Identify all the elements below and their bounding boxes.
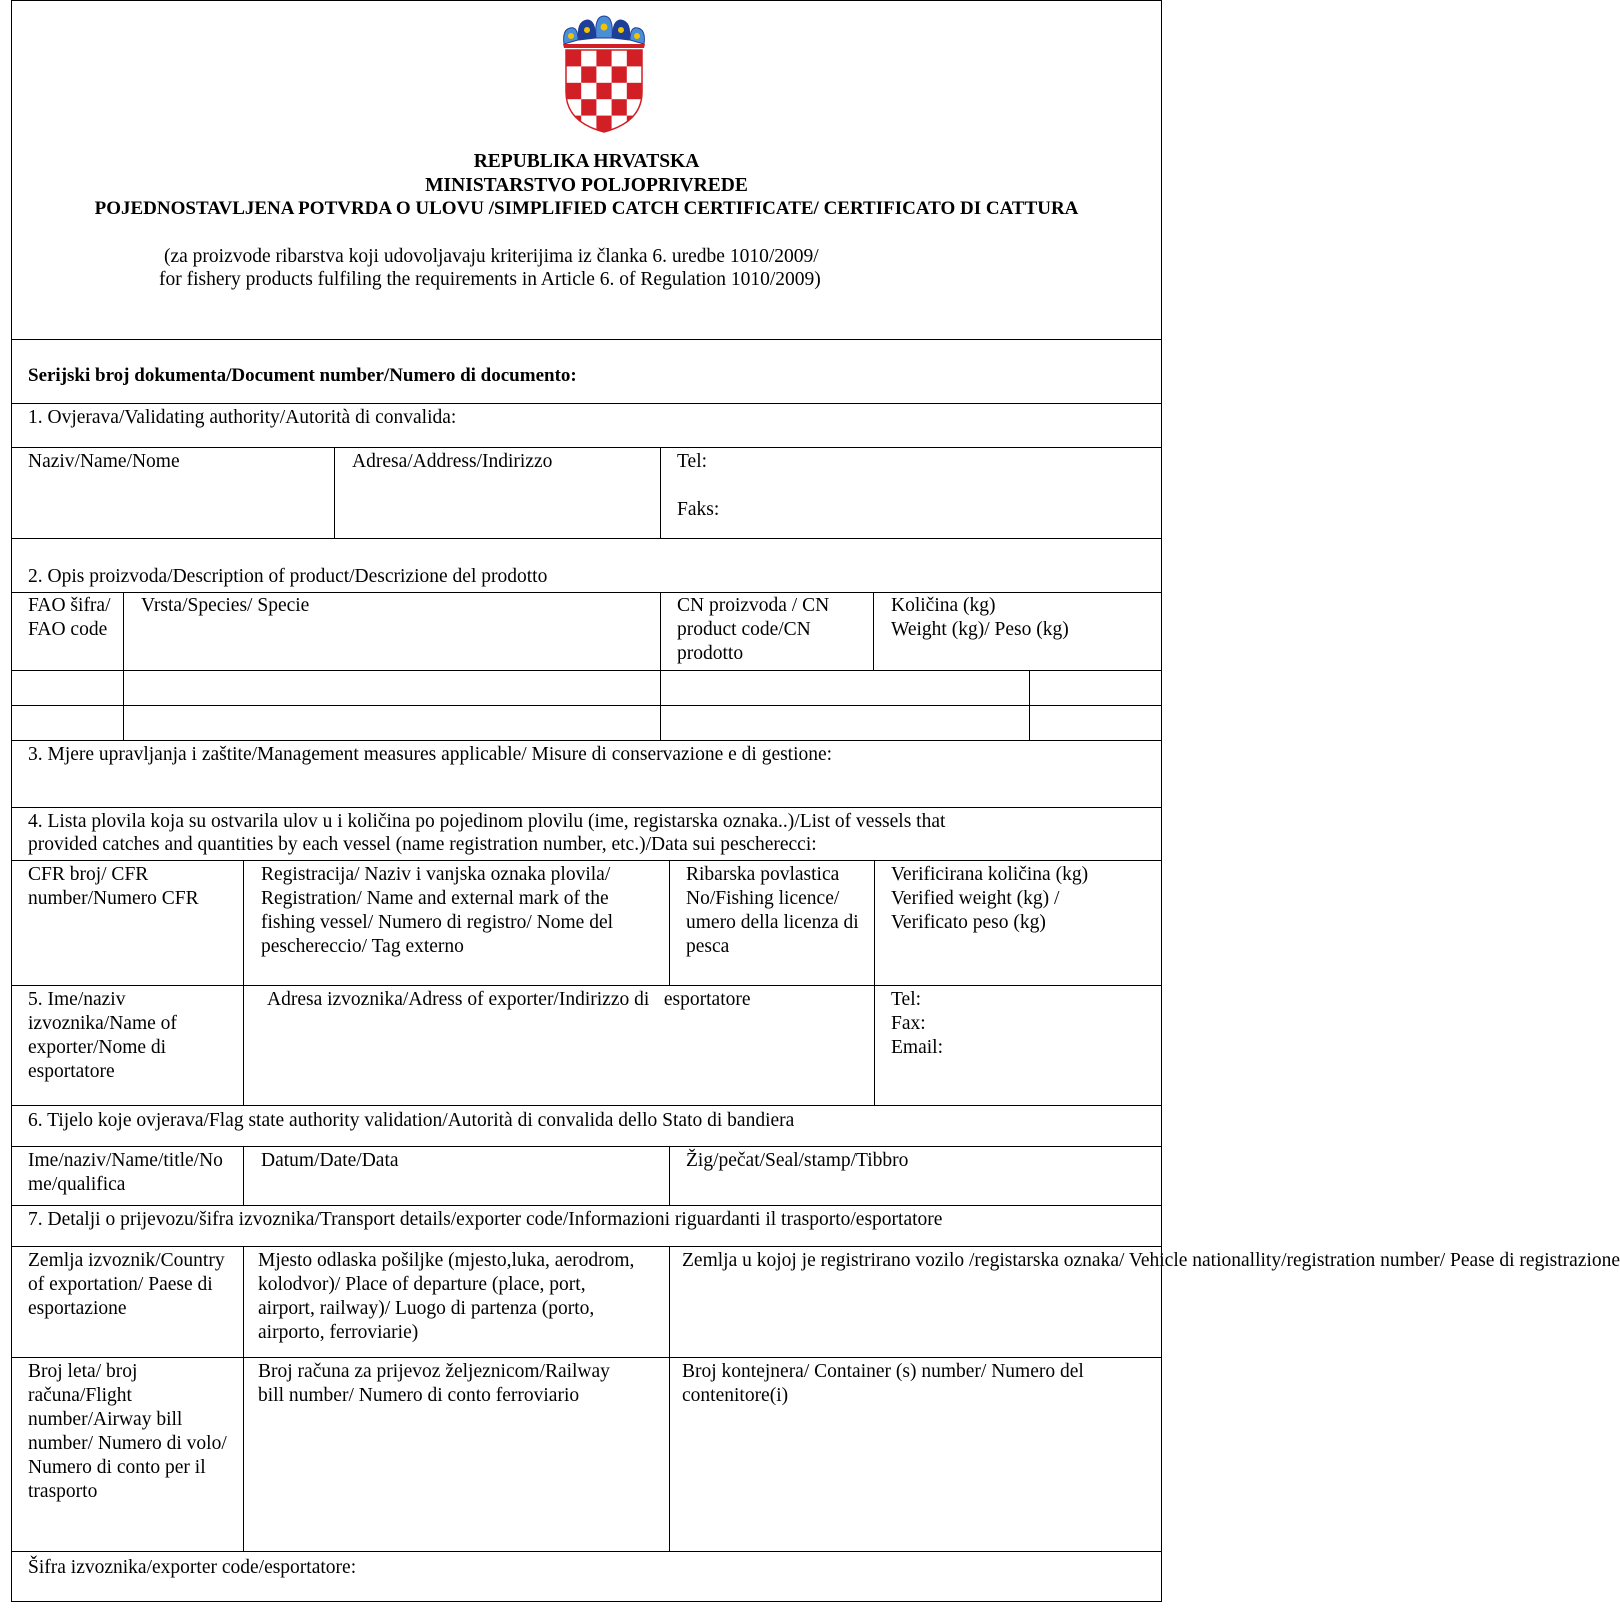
- ministry-title: MINISTARSTVO POLJOPRIVREDE: [425, 175, 748, 196]
- exporter-code-field[interactable]: Šifra izvoznika/exporter code/esportatore:: [28, 1557, 357, 1578]
- validating-name-field[interactable]: Naziv/Name/Nome: [28, 451, 180, 472]
- country-title: REPUBLIKA HRVATSKA: [473, 151, 700, 172]
- validating-fax-field[interactable]: Faks:: [677, 499, 720, 520]
- product-row-1[interactable]: [12, 672, 1160, 704]
- section3-heading: 3. Mjere upravljanja i zaštite/Management measures applicable/ Misure di conservazione e di gestione:: [28, 744, 833, 765]
- management-measures-field[interactable]: [12, 768, 1160, 806]
- validating-address-field[interactable]: Adresa/Address/Indirizzo: [352, 451, 553, 472]
- fao-code-header: FAO šifra/ FAO code: [28, 595, 111, 640]
- exporter-address-field[interactable]: Adresa izvoznika/Adress of exporter/Indirizzo di esportatore: [267, 989, 751, 1010]
- section2-heading: 2. Opis proizvoda/Description of product/Descrizione del prodotto: [28, 566, 548, 587]
- section6-heading: 6. Tijelo koje ovjerava/Flag state authority validation/Autorità di convalida dello Stato di bandiera: [28, 1110, 795, 1131]
- vessel-registration-header: Registracija/ Naziv i vanjska oznaka plovila/ Registration/ Name and external mark of the fishing vessel/ Numero di registro/ Nome del peschereccio/ Tag externo: [261, 864, 614, 957]
- country-of-exportation-field[interactable]: Zemlja izvoznik/Country of exportation/ Paese di esportazione: [28, 1250, 225, 1319]
- vehicle-registration-field[interactable]: Zemlja u kojoj je registrirano vozilo /registarska oznaka/ Vehicle nationallity/registration number/ Pease di registrazione: [682, 1250, 1620, 1271]
- exporter-name-field[interactable]: 5. Ime/naziv izvoznika/Name of exporter/Nome di esportatore: [28, 989, 177, 1082]
- section4-heading-line2: provided catches and quantities by each vessel (name registration number, etc.)/Data sui pescherecci:: [28, 834, 817, 855]
- cfr-number-header: CFR broj/ CFR number/Numero CFR: [28, 864, 199, 909]
- product-row-2[interactable]: [12, 707, 1160, 739]
- authority-stamp-field[interactable]: Žig/pečat/Seal/stamp/Tibbro: [686, 1150, 909, 1171]
- fishing-licence-header: Ribarska povlastica No/Fishing licence/ umero della licenza di pesca: [686, 864, 859, 957]
- species-header: Vrsta/Species/ Specie: [141, 595, 310, 616]
- railway-bill-field[interactable]: Broj računa za prijevoz željeznicom/Railway bill number/ Numero di conto ferroviario: [258, 1361, 610, 1406]
- cn-code-header: CN proizvoda / CN product code/CN prodotto: [677, 595, 830, 664]
- place-of-departure-field[interactable]: Mjesto odlaska pošiljke (mjesto,luka, aerodrom, kolodvor)/ Place of departure (place, port, airport, railway)/ Luogo di partenza (porto, airporto, ferroviarie): [258, 1250, 635, 1343]
- authority-name-title-field[interactable]: Ime/naziv/Name/title/No me/qualifica: [28, 1150, 223, 1195]
- weight-header: Količina (kg) Weight (kg)/ Peso (kg): [891, 595, 1069, 640]
- page-title: POJEDNOSTAVLJENA POTVRDA O ULOVU /SIMPLIFIED CATCH CERTIFICATE/ CERTIFICATO DI CATTURA: [94, 198, 1079, 219]
- flight-airway-bill-field[interactable]: Broj leta/ broj računa/Flight number/Airway bill number/ Numero di volo/ Numero di conto per il trasporto: [28, 1361, 227, 1502]
- document-number-label: Serijski broj dokumenta/Document number/Numero di documento:: [28, 365, 577, 386]
- container-number-field[interactable]: Broj kontejnera/ Container (s) number/ Numero del contenitore(i): [682, 1361, 1084, 1406]
- validating-tel-field[interactable]: Tel:: [677, 451, 708, 472]
- subtitle-line1: (za proizvode ribarstva koji udovoljavaju kriterijima iz članka 6. uredbe 1010/2009/: [164, 246, 819, 267]
- section1-heading: 1. Ovjerava/Validating authority/Autorità di convalida:: [28, 407, 457, 428]
- authority-date-field[interactable]: Datum/Date/Data: [261, 1150, 399, 1171]
- section7-heading: 7. Detalji o prijevozu/šifra izvoznika/Transport details/exporter code/Informazioni riguardanti il trasporto/esportatore: [28, 1209, 943, 1230]
- section4-heading-line1: 4. Lista plovila koja su ostvarila ulov u i količina po pojedinom plovilu (ime, registarska oznaka..)/List of vessels that: [28, 811, 946, 832]
- exporter-contact-field[interactable]: Tel: Fax: Email:: [891, 989, 943, 1058]
- verified-weight-header: Verificirana količina (kg) Verified weight (kg) / Verificato peso (kg): [891, 864, 1089, 933]
- subtitle-line2: for fishery products fulfiling the requirements in Article 6. of Regulation 1010/2009): [159, 269, 821, 290]
